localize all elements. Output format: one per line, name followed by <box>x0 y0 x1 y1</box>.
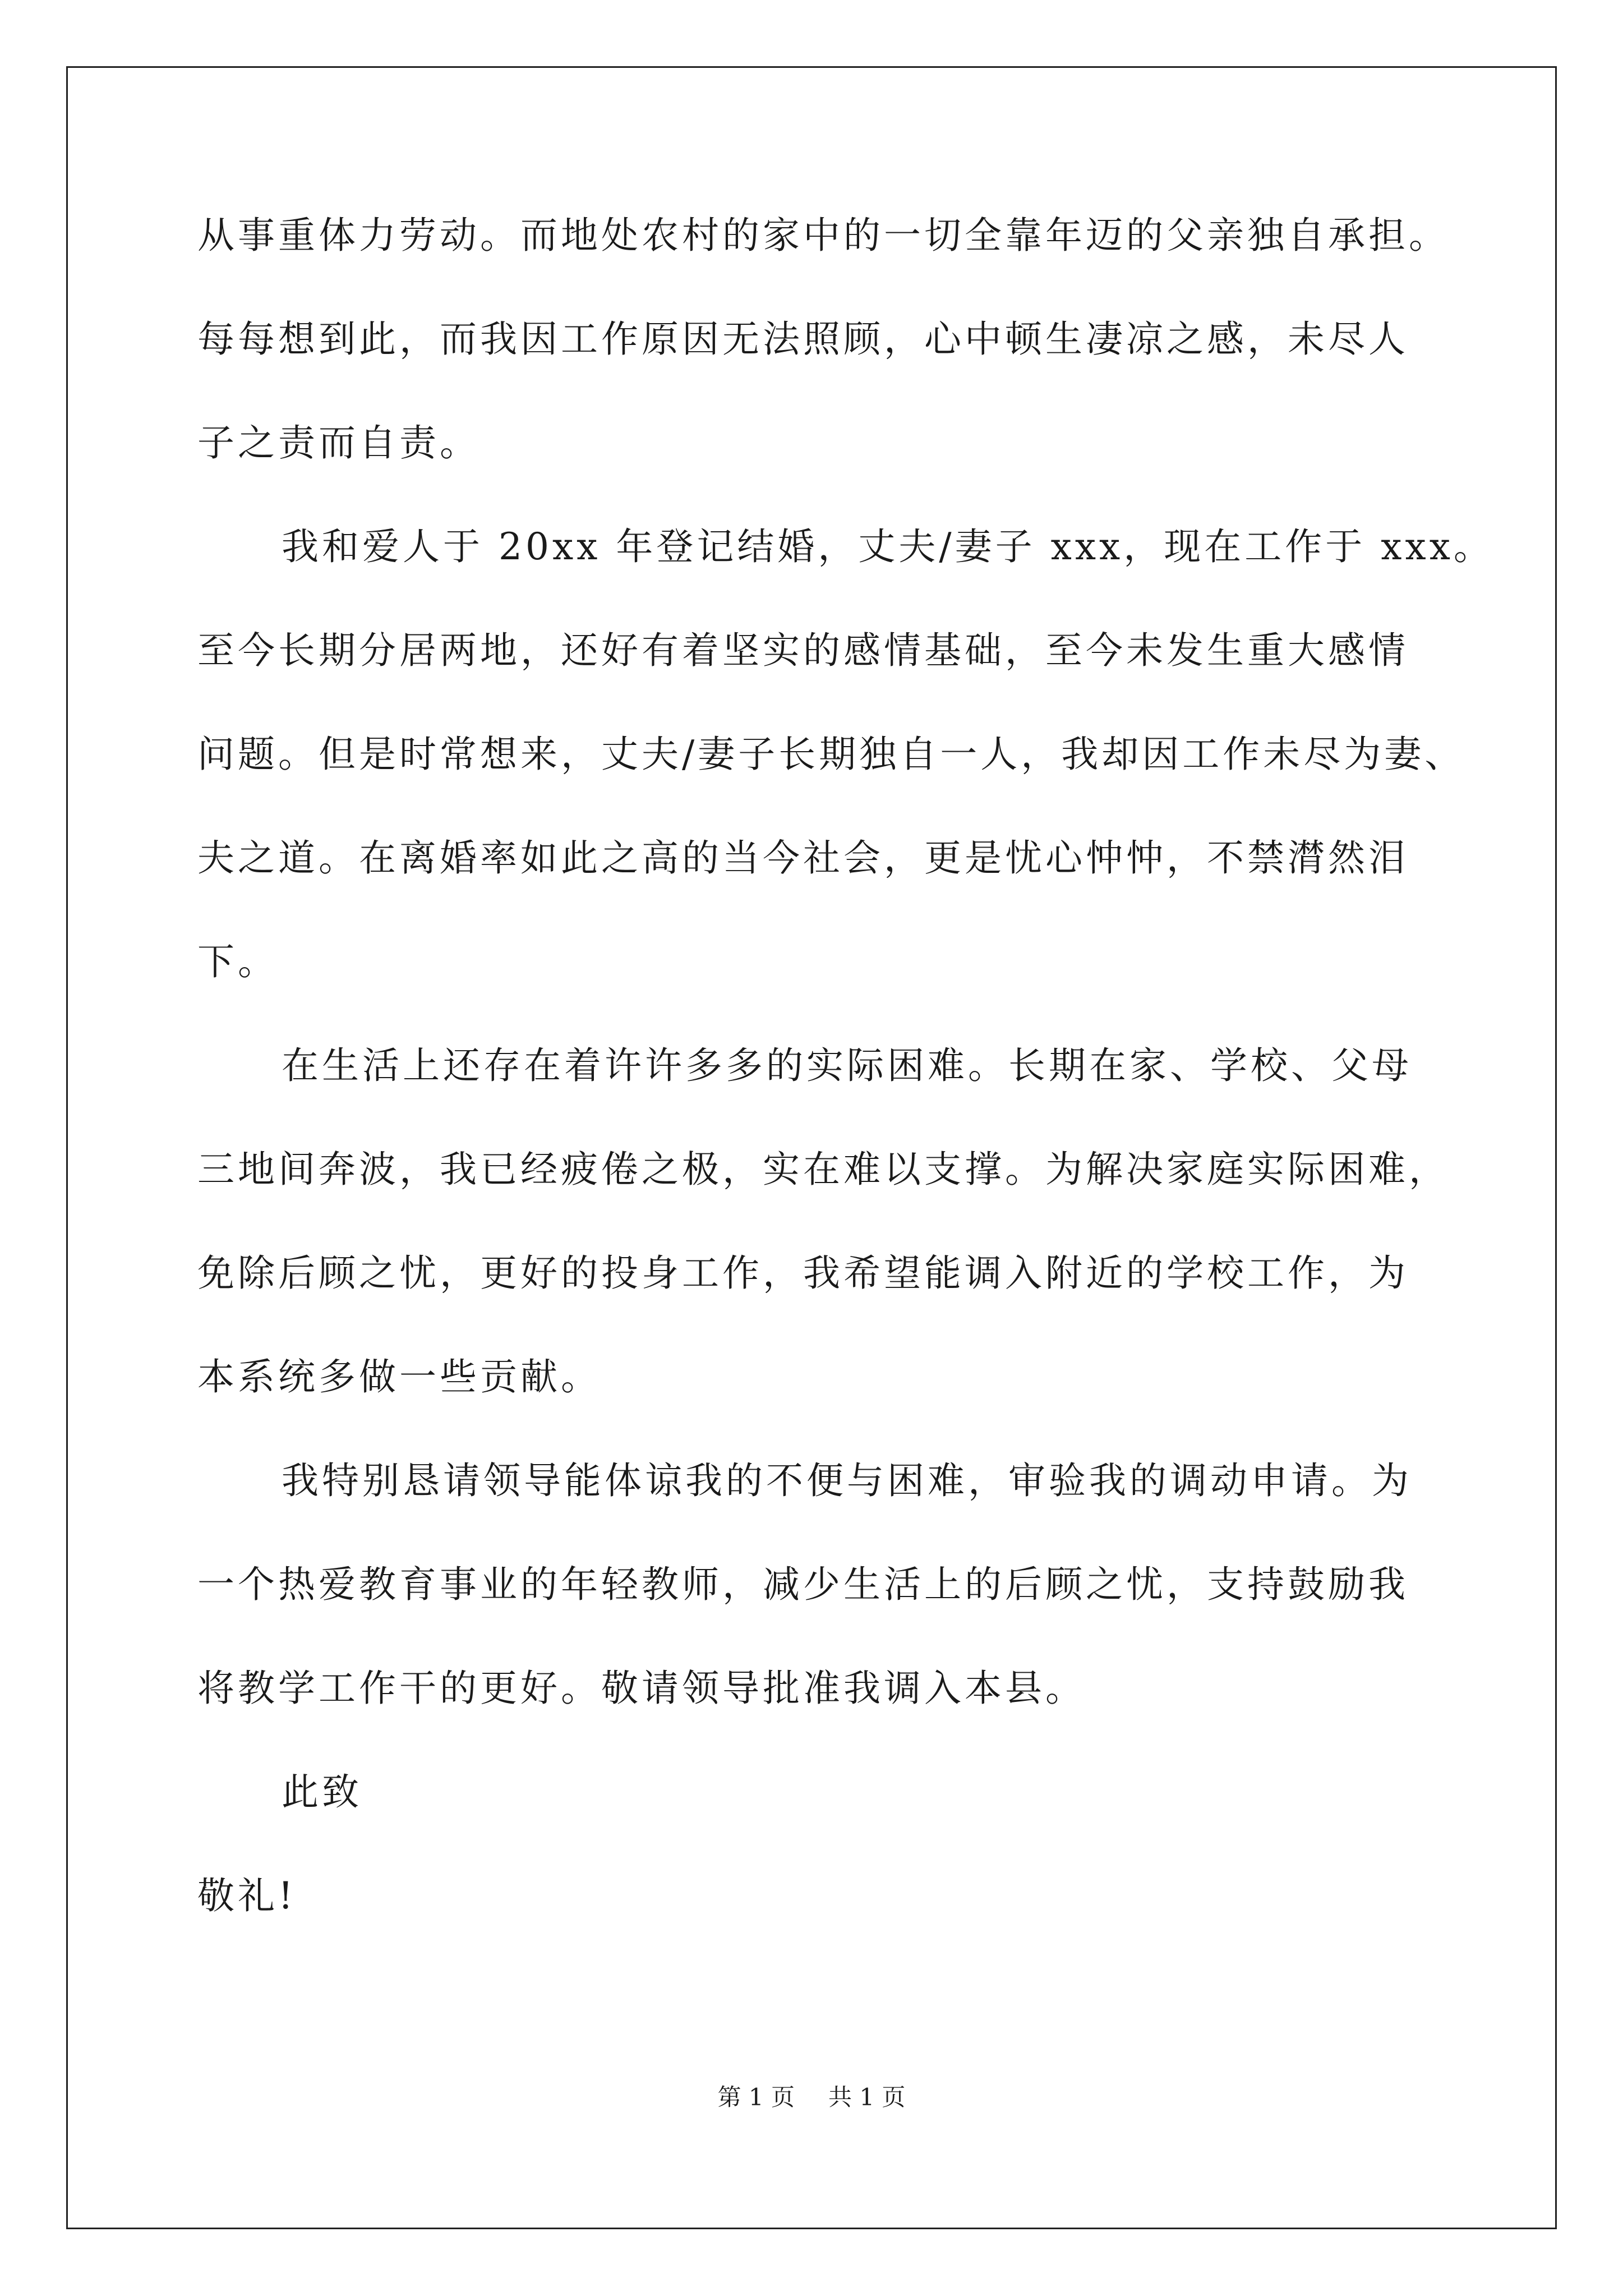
total-page-count: 共 1 页 <box>828 2083 906 2111</box>
paragraph-1-line-1: 从事重体力劳动。而地处农村的家中的一切全靠年迈的父亲独自承担。 <box>197 214 1449 257</box>
salutation-line: 敬礼! <box>197 1874 297 1917</box>
paragraph-2-line-2: 至今长期分居两地，还好有着坚实的感情基础，至今未发生重大感情 <box>197 629 1409 672</box>
paragraph-4-line-1: 我特别恳请领导能体谅我的不便与困难，审验我的调动申请。为 <box>282 1459 1412 1502</box>
current-page-number: 第 1 页 <box>717 2083 795 2111</box>
paragraph-4-line-3: 将教学工作干的更好。敬请领导批准我调入本县。 <box>197 1667 1086 1710</box>
paragraph-2-line-4: 夫之道。在离婚率如此之高的当今社会，更是忧心忡忡，不禁潸然泪 <box>197 836 1409 880</box>
paragraph-3-line-2: 三地间奔波，我已经疲倦之极，实在难以支撑。为解决家庭实际困难， <box>197 1148 1449 1191</box>
closing-line: 此致 <box>282 1770 362 1814</box>
paragraph-1-line-2: 每每想到此，而我因工作原因无法照顾，心中顿生凄凉之感，未尽人 <box>197 318 1409 361</box>
paragraph-4-line-2: 一个热爱教育事业的年轻教师，减少生活上的后顾之忧，支持鼓励我 <box>197 1563 1409 1606</box>
paragraph-3-line-4: 本系统多做一些贡献。 <box>197 1355 601 1398</box>
paragraph-3-line-3: 免除后顾之忧，更好的投身工作，我希望能调入附近的学校工作，为 <box>197 1251 1409 1295</box>
paragraph-2-line-5: 下。 <box>197 940 278 983</box>
paragraph-1-line-3: 子之责而自责。 <box>197 421 480 464</box>
paragraph-3-line-1: 在生活上还存在着许许多多的实际困难。长期在家、学校、父母 <box>282 1044 1412 1087</box>
paragraph-2-line-3: 问题。但是时常想来，丈夫/妻子长期独自一人，我却因工作未尽为妻、 <box>197 733 1465 776</box>
paragraph-2-line-1: 我和爱人于 20xx 年登记结婚，丈夫/妻子 xxx，现在工作于 xxx。 <box>282 525 1494 568</box>
page-footer <box>0 2083 1623 2111</box>
